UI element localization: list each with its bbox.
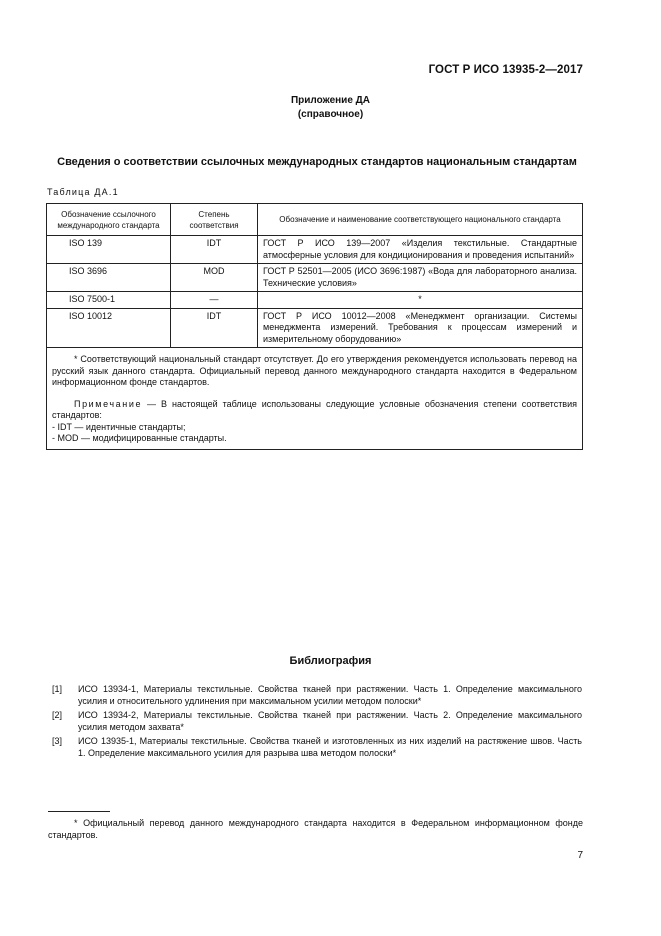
footnote-divider <box>48 811 110 812</box>
table-footnote: * Соответствующий национальный стандарт отсутствует. До его утверждения рекомендуется использовать перевод на русский язык данного стандарта. Официальный перевод данного международного стандарта находится в Федеральном информационном фонде стандартов. <box>52 354 577 387</box>
cell-degree: MOD <box>171 264 258 292</box>
note-item: - IDT — идентичные стандарты; <box>52 421 186 432</box>
table-header-row <box>47 204 583 236</box>
table-row <box>47 236 583 264</box>
cell-code: ISO 139 <box>47 236 171 264</box>
page-footnote: * Официальный перевод данного международного стандарта находится в Федеральном информационном фонде стандартов. <box>48 818 583 840</box>
header-degree: Степень соответствия <box>171 204 258 236</box>
bibliography-item <box>52 683 582 707</box>
cell-code: ISO 3696 <box>47 264 171 292</box>
bibliography-item <box>52 709 582 733</box>
correspondence-table <box>46 203 583 450</box>
bibliography-list <box>52 683 582 761</box>
cell-code: ISO 7500-1 <box>47 292 171 309</box>
bibliography-text: ИСО 13934-2, Материалы текстильные. Свойства тканей при растяжении. Часть 2. Определение максимального усилия методом захвата* <box>78 710 582 732</box>
bibliography-text: ИСО 13934-1, Материалы текстильные. Свойства тканей при растяжении. Часть 1. Определение максимального усилия и относительного удлинения при максимальном усилии методом полоски* <box>78 684 582 706</box>
cell-national: * <box>258 292 583 309</box>
header-national-standard: Обозначение и наименование соответствующего национального стандарта <box>258 204 583 236</box>
cell-national: ГОСТ Р 52501—2005 (ИСО 3696:1987) «Вода для лабораторного анализа. Технические условия» <box>258 264 583 292</box>
table-caption: Таблица ДА.1 <box>47 187 119 197</box>
table-note <box>52 399 577 422</box>
cell-code: ISO 10012 <box>47 308 171 348</box>
header-international-standard: Обозначение ссылочного международного стандарта <box>47 204 171 236</box>
bibliography-title: Библиография <box>289 655 372 667</box>
note-text: — В настоящей таблице использованы следующие условные обозначения степени соответствия стандартов: <box>52 398 577 420</box>
bibliography-text: ИСО 13935-1, Материалы текстильные. Свойства тканей и изготовленных из них изделий на растяжение швов. Часть 1. Определение максимального усилия для разрыва шва методом полоски* <box>78 736 582 758</box>
table-row <box>47 292 583 309</box>
cell-degree: — <box>171 292 258 309</box>
cell-national: ГОСТ Р ИСО 10012—2008 «Менеджмент организации. Системы менеджмента измерений. Требования к процессам измерений и измерительному оборудованию» <box>258 308 583 348</box>
bibliography-number: [1] <box>52 684 63 694</box>
appendix-subtitle: (справочное) <box>297 109 364 120</box>
table-footnote-row <box>47 348 583 450</box>
appendix-title: Приложение ДА <box>290 95 371 106</box>
cell-national: ГОСТ Р ИСО 139—2007 «Изделия текстильные. Стандартные атмосферные условия для кондиционирования и проведения испытаний» <box>258 236 583 264</box>
note-label: Примечание <box>74 398 143 409</box>
cell-degree: IDT <box>171 308 258 348</box>
page-number: 7 <box>577 850 583 861</box>
note-item: - MOD — модифицированные стандарты. <box>52 433 227 443</box>
table-row <box>47 264 583 292</box>
bibliography-item <box>52 735 582 759</box>
bibliography-number: [2] <box>52 710 63 720</box>
document-code: ГОСТ Р ИСО 13935-2—2017 <box>428 64 583 76</box>
table-row <box>47 308 583 348</box>
cell-degree: IDT <box>171 236 258 264</box>
table-notes <box>47 348 583 450</box>
section-heading: Сведения о соответствии ссылочных международных стандартов национальным стандартам <box>57 156 577 168</box>
bibliography-number: [3] <box>52 736 63 746</box>
appendix-heading <box>0 94 661 122</box>
